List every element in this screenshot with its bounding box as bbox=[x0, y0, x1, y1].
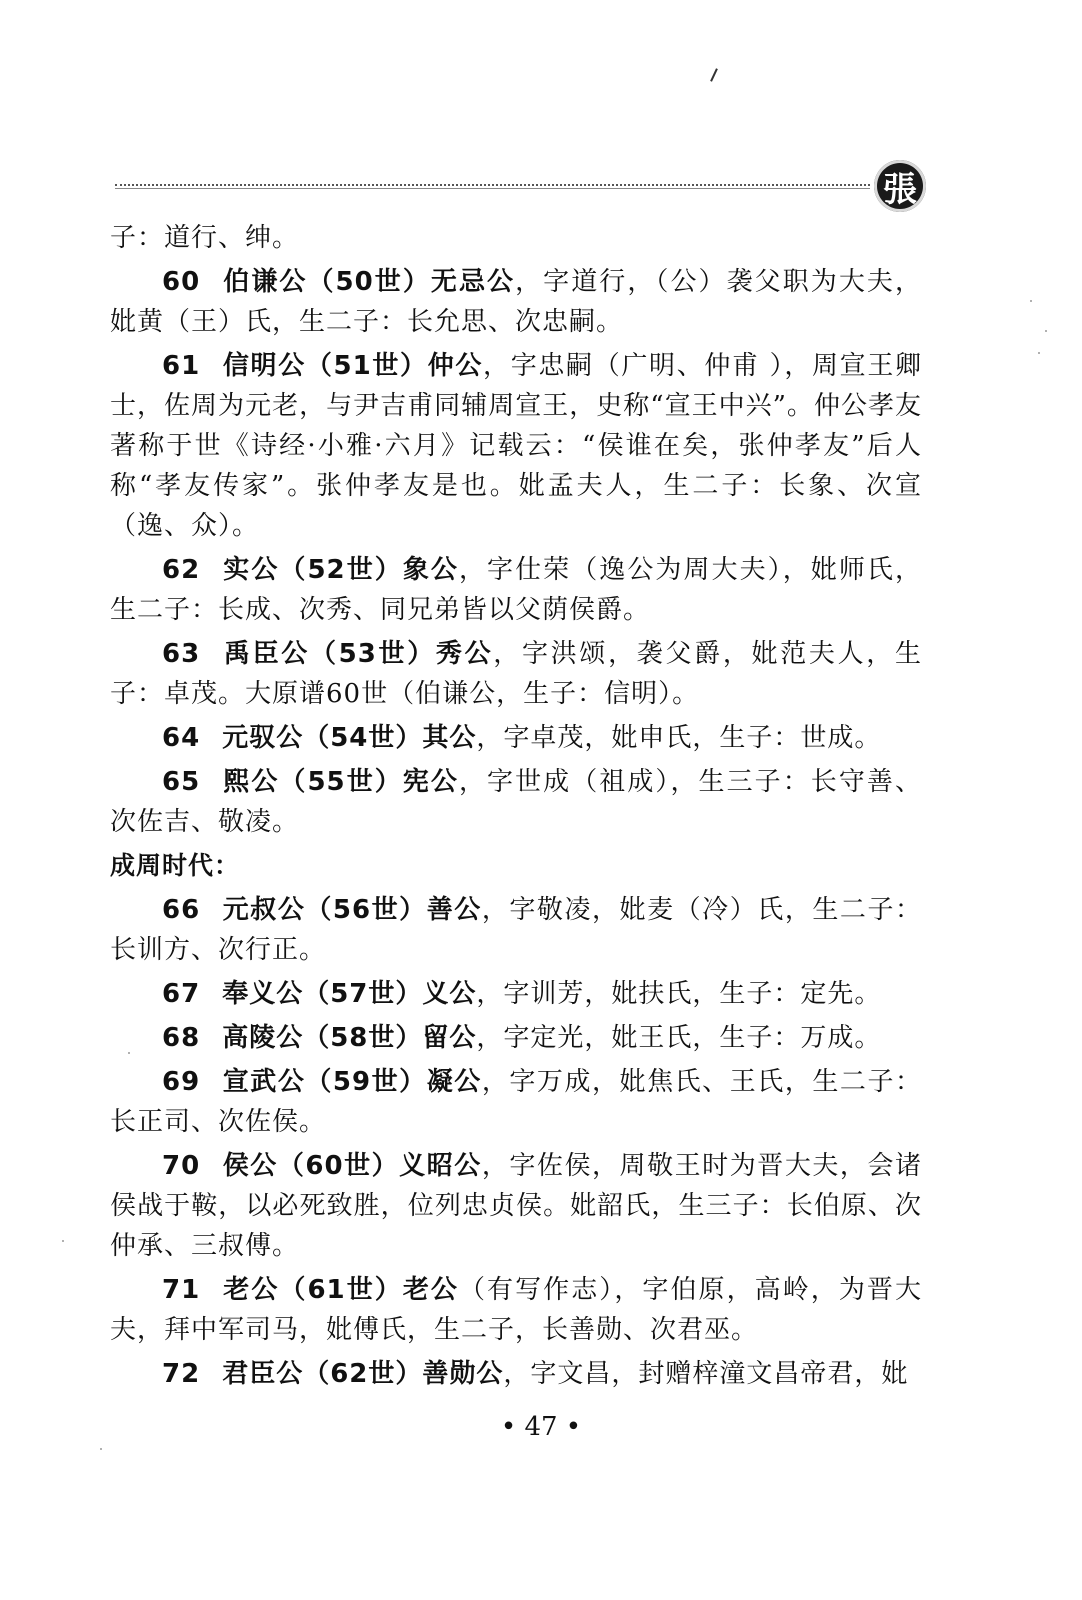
entry-name: 元驭公（54世）其公 bbox=[222, 723, 477, 753]
entry-text: ，字世成（祖成），生三子：长守善、次佐吉、敬凌。 bbox=[110, 767, 922, 837]
entry-text: ，字忠嗣（广明、仲甫 ），周宣王卿士，佐周为元老，与尹吉甫同辅周宣王，史称“宣王中兴”。仲公孝友著称于世《诗经·小雅·六月》记载云：“侯谁在矣，张仲孝友”后人称“孝友传家”。张仲孝友是也。妣孟夫人，生二子：长象、次宣（逸、众）。 bbox=[110, 351, 922, 541]
entry-text: ，字定光，妣王氏，生子：万成。 bbox=[476, 1023, 882, 1053]
entry-number: 71 bbox=[162, 1275, 201, 1305]
header-rule bbox=[115, 184, 870, 186]
entry-text: （有写作志），字伯原，高岭，为晋大夫，拜中军司马，妣傅氏，生二子，长善勋、次君巫。 bbox=[110, 1275, 922, 1345]
entry-text: ，字万成，妣焦氏、王氏，生二子：长正司、次佐侯。 bbox=[110, 1067, 922, 1137]
entry-72 bbox=[110, 1354, 922, 1394]
entry-65 bbox=[110, 762, 922, 842]
entry-60 bbox=[110, 262, 922, 342]
entry-number: 61 bbox=[162, 351, 201, 381]
scan-speckle bbox=[1038, 352, 1040, 354]
scan-speckle bbox=[1045, 330, 1047, 332]
entry-text: ，字洪颂，袭父爵，妣范夫人，生子：卓茂。大原谱60世（伯谦公，生子：信明）。 bbox=[110, 639, 922, 709]
entry-name: 高陵公（58世）留公 bbox=[222, 1023, 477, 1053]
entry-number: 67 bbox=[162, 979, 201, 1009]
scan-speckle bbox=[100, 1448, 102, 1450]
entry-number: 70 bbox=[162, 1151, 201, 1181]
entry-67 bbox=[110, 974, 922, 1014]
zhang-emblem-icon: 張 bbox=[874, 160, 926, 212]
entry-name: 信明公（51世）仲公 bbox=[222, 351, 484, 381]
page-number: • 47 • bbox=[500, 1412, 582, 1442]
entry-name: 君臣公（62世）善勋公 bbox=[222, 1359, 504, 1389]
entry-number: 60 bbox=[162, 267, 201, 297]
entry-text: ，字敬凌，妣麦（冷）氏，生二子：长训方、次行正。 bbox=[110, 895, 922, 965]
entry-text: ，字卓茂，妣申氏，生子：世成。 bbox=[476, 723, 882, 753]
entry-name: 奉义公（57世）义公 bbox=[222, 979, 477, 1009]
scan-speckle bbox=[1030, 300, 1032, 302]
entry-number: 65 bbox=[162, 767, 201, 797]
entry-text: ，字道行，（公）袭父职为大夫，妣黄（王）氏，生二子：长允思、次忠嗣。 bbox=[110, 267, 922, 337]
entry-71 bbox=[110, 1270, 922, 1350]
entry-number: 69 bbox=[162, 1067, 201, 1097]
entry-70 bbox=[110, 1146, 922, 1266]
entry-69 bbox=[110, 1062, 922, 1142]
entry-name: 元叔公（56世）善公 bbox=[222, 895, 482, 925]
entry-text: ，字文昌，封赠梓潼文昌帝君，妣 bbox=[503, 1359, 909, 1389]
entry-name: 实公（52世）象公 bbox=[222, 555, 459, 585]
header-rule-inner bbox=[115, 188, 870, 189]
entry-number: 64 bbox=[162, 723, 201, 753]
entry-name: 老公（61世）老公 bbox=[222, 1275, 459, 1305]
entry-68 bbox=[110, 1018, 922, 1058]
entry-name: 熙公（55世）宪公 bbox=[222, 767, 459, 797]
entry-number: 63 bbox=[162, 639, 201, 669]
entry-number: 62 bbox=[162, 555, 201, 585]
entry-name: 侯公（60世）义昭公 bbox=[222, 1151, 482, 1181]
entry-name: 禹臣公（53世）秀公 bbox=[222, 639, 494, 669]
scan-speckle bbox=[62, 1240, 64, 1242]
entry-name: 伯谦公（50世）无忌公 bbox=[222, 267, 516, 297]
scan-mark bbox=[710, 68, 718, 82]
entry-text: ，字仕荣（逸公为周大夫），妣师氏，生二子：长成、次秀、同兄弟皆以父荫侯爵。 bbox=[110, 555, 922, 625]
entry-text: ，字佐侯，周敬王时为晋大夫，会诸侯战于鞍，以必死致胜，位列忠贞侯。妣韶氏，生三子：长伯原、次仲承、三叔傅。 bbox=[110, 1151, 922, 1261]
entry-61 bbox=[110, 346, 922, 546]
opening-line: 子：道行、绅。 bbox=[110, 223, 300, 253]
page-body bbox=[110, 218, 922, 1398]
entry-64 bbox=[110, 718, 922, 758]
entry-name: 宣武公（59世）凝公 bbox=[222, 1067, 482, 1097]
entry-62 bbox=[110, 550, 922, 630]
entry-text: ，字训芳，妣扶氏，生子：定先。 bbox=[476, 979, 882, 1009]
entry-63 bbox=[110, 634, 922, 714]
entry-number: 68 bbox=[162, 1023, 201, 1053]
entry-66 bbox=[110, 890, 922, 970]
entry-number: 66 bbox=[162, 895, 201, 925]
entry-number: 72 bbox=[162, 1359, 201, 1389]
section-heading: 成周时代： bbox=[110, 851, 241, 880]
scan-speckle bbox=[128, 1052, 130, 1054]
